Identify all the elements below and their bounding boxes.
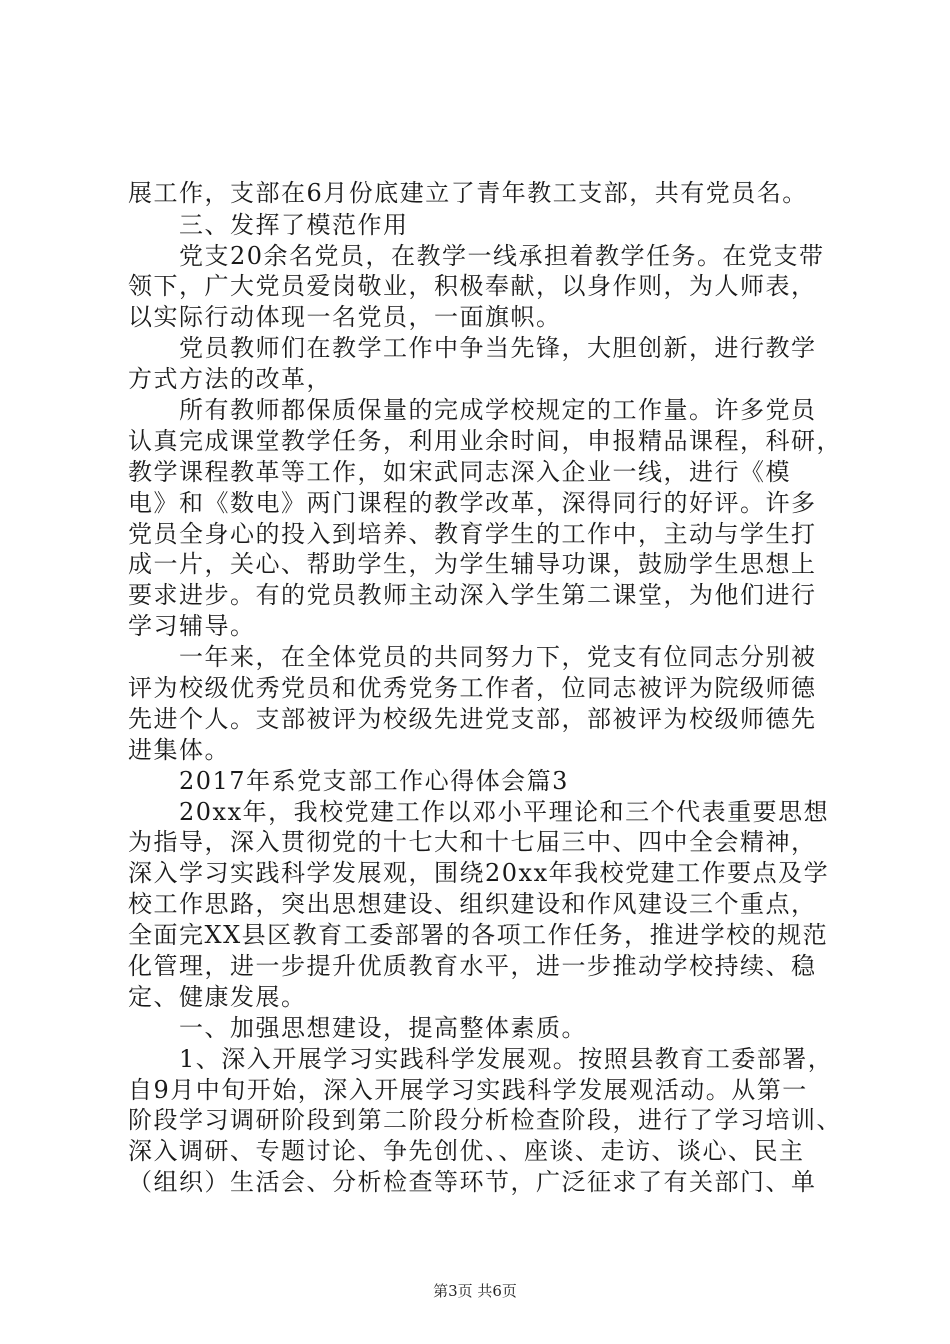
- text-line: 深入学习实践科学发展观，围绕20xx年我校党建工作要点及学: [128, 859, 830, 887]
- text-line: （组织）生活会、分析检查等环节，广泛征求了有关部门、单: [128, 1168, 817, 1196]
- text-line: 校工作思路，突出思想建设、组织建设和作风建设三个重点，: [128, 890, 817, 918]
- section-heading: 三、发挥了模范作用: [128, 211, 409, 239]
- article-title: 2017年系党支部工作心得体会篇3: [128, 767, 569, 795]
- text-line: 教学课程教革等工作，如宋武同志深入企业一线，进行《模: [128, 458, 791, 486]
- text-line: 党支20余名党员，在教学一线承担着教学任务。在党支带: [128, 242, 825, 270]
- text-line: 定、健康发展。: [128, 983, 307, 1011]
- page-number-footer: 第3页 共6页: [433, 1282, 517, 1300]
- text-line: 以实际行动体现一名党员，一面旗帜。: [128, 303, 562, 331]
- text-line: 先进个人。支部被评为校级先进党支部，部被评为校级师德先: [128, 705, 817, 733]
- text-line: 自9月中旬开始，深入开展学习实践科学发展观活动。从第一: [128, 1076, 808, 1104]
- text-line: 要求进步。有的党员教师主动深入学生第二课堂，为他们进行: [128, 581, 817, 609]
- text-line: 阶段学习调研阶段到第二阶段分析检查阶段，进行了学习培训、: [128, 1106, 842, 1134]
- text-line: 1、深入开展学习实践科学发展观。按照县教育工委部署，: [128, 1045, 834, 1073]
- text-line: 党员全身心的投入到培养、教育学生的工作中，主动与学生打: [128, 520, 817, 548]
- text-line: 化管理，进一步提升优质教育水平，进一步推动学校持续、稳: [128, 952, 817, 980]
- text-line: 领下，广大党员爱岗敬业，积极奉献，以身作则，为人师表，: [128, 272, 817, 300]
- text-line: 为指导，深入贯彻党的十七大和十七届三中、四中全会精神，: [128, 828, 817, 856]
- text-line: 展工作，支部在6月份底建立了青年教工支部，共有党员名。: [128, 179, 808, 207]
- text-line: 党员教师们在教学工作中争当先锋，大胆创新，进行教学: [128, 334, 817, 362]
- text-line: 学习辅导。: [128, 612, 256, 640]
- text-line: 深入调研、专题讨论、争先创优、、座谈、走访、谈心、民主: [128, 1137, 805, 1165]
- text-line: 进集体。: [128, 736, 230, 764]
- text-line: 电》和《数电》两门课程的教学改革，深得同行的好评。许多: [128, 489, 817, 517]
- text-line: 认真完成课堂教学任务，利用业余时间，申报精品课程，科研，: [128, 427, 842, 455]
- section-heading: 一、加强思想建设，提高整体素质。: [128, 1014, 587, 1042]
- text-line: 成一片，关心、帮助学生，为学生辅导功课，鼓励学生思想上: [128, 550, 817, 578]
- text-line: 全面完XX县区教育工委部署的各项工作任务，推进学校的规范: [128, 921, 829, 949]
- text-line: 一年来，在全体党员的共同努力下，党支有位同志分别被: [128, 643, 817, 671]
- text-line: 所有教师都保质保量的完成学校规定的工作量。许多党员: [128, 396, 817, 424]
- text-line: 方式方法的改革，: [128, 365, 332, 393]
- text-line: 评为校级优秀党员和优秀党务工作者，位同志被评为院级师德: [128, 674, 817, 702]
- text-line: 20xx年，我校党建工作以邓小平理论和三个代表重要思想: [128, 798, 830, 826]
